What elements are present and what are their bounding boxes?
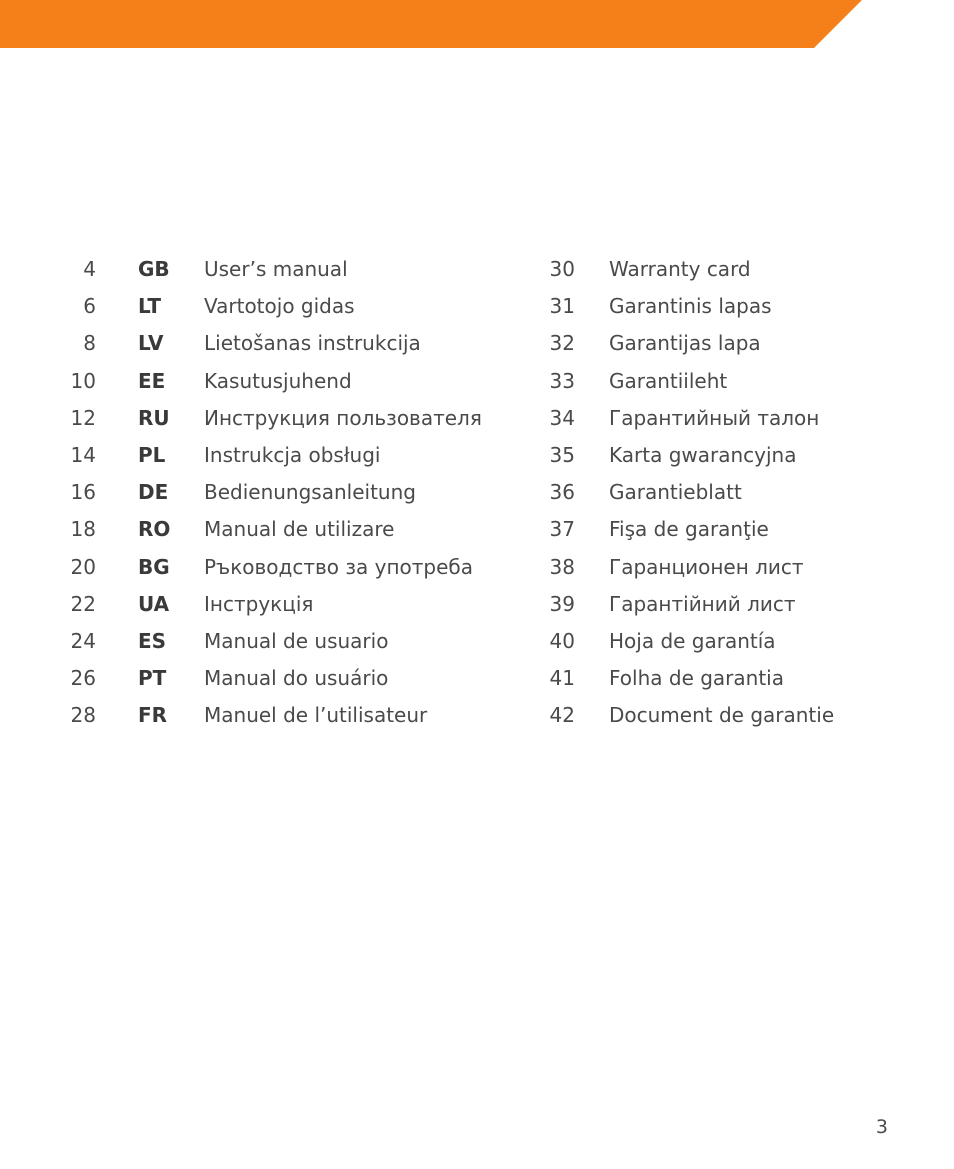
toc-language-code: RO <box>138 517 171 542</box>
toc-language-code: LT <box>138 294 162 319</box>
toc-page-number: 8 <box>83 331 96 356</box>
toc-title: Bedienungsanleitung <box>204 480 416 505</box>
toc-title: Инструкция пользователя <box>204 405 482 430</box>
toc-page-number: 28 <box>70 703 96 728</box>
toc-title: Manuel de l’utilisateur <box>204 703 428 728</box>
toc-title: Гаранционен лист <box>609 554 804 579</box>
toc-title: User’s manual <box>204 257 348 281</box>
toc-page-number: 26 <box>70 666 96 691</box>
toc-row-pl[interactable] <box>0 437 520 474</box>
toc-row-ru[interactable] <box>0 400 520 437</box>
toc-language-code: DE <box>138 480 169 505</box>
toc-row-bg[interactable] <box>0 549 520 586</box>
toc-title: Manual de usuario <box>204 628 389 653</box>
toc-page-number: 6 <box>83 294 96 319</box>
toc-title: Garantinis lapas <box>609 294 772 319</box>
toc-title: Manual de utilizare <box>204 517 395 542</box>
toc-language-code: LV <box>138 331 164 356</box>
toc-row-warranty-de[interactable] <box>530 474 954 511</box>
toc-title: Fişa de garanţie <box>609 517 769 542</box>
toc-title: Karta gwarancyjna <box>609 442 797 467</box>
toc-row-warranty-ro[interactable] <box>530 511 954 548</box>
toc-title: Lietošanas instrukcija <box>204 331 421 356</box>
toc-page-number: 33 <box>549 368 575 393</box>
toc-row-pt[interactable] <box>0 660 520 697</box>
toc-row-lv[interactable] <box>0 325 520 362</box>
toc-page-number: 14 <box>70 442 96 467</box>
toc-title: Warranty card <box>609 257 751 281</box>
toc-title: Hoja de garantía <box>609 628 776 653</box>
toc-page-number: 16 <box>70 480 96 505</box>
toc-row-warranty-gb[interactable] <box>530 251 954 288</box>
toc-title: Інструкція <box>204 591 314 616</box>
toc-page-number: 30 <box>549 257 575 281</box>
toc-title: Гарантийный талон <box>609 405 820 430</box>
toc-language-code: BG <box>138 554 170 579</box>
toc-row-warranty-pt[interactable] <box>530 660 954 697</box>
toc-row-ua[interactable] <box>0 586 520 623</box>
toc-language-code: PT <box>138 666 167 691</box>
toc-title: Instrukcja obsługi <box>204 442 381 467</box>
toc-language-code: RU <box>138 405 170 430</box>
toc-page-number: 22 <box>70 591 96 616</box>
toc-title: Document de garantie <box>609 703 835 728</box>
toc-language-code: EE <box>138 368 166 393</box>
toc-page-number: 31 <box>549 294 575 319</box>
toc-page-number: 36 <box>549 480 575 505</box>
toc-row-ro[interactable] <box>0 511 520 548</box>
toc-page-number: 38 <box>549 554 575 579</box>
toc-page-number: 40 <box>549 628 575 653</box>
toc-page-number: 10 <box>70 368 96 393</box>
toc-page-number: 24 <box>70 628 96 653</box>
toc-row-warranty-ua[interactable] <box>530 586 954 623</box>
page-number: 3 <box>875 1116 888 1138</box>
manuals-table-of-contents <box>0 251 520 734</box>
toc-title: Manual do usuário <box>204 666 389 691</box>
toc-page-number: 41 <box>549 666 575 691</box>
toc-row-gb[interactable] <box>0 251 520 288</box>
toc-page-number: 18 <box>70 517 96 542</box>
toc-title: Folha de garantia <box>609 666 784 691</box>
toc-page-number: 12 <box>70 405 96 430</box>
toc-row-fr[interactable] <box>0 697 520 734</box>
header-accent-shape <box>0 0 862 48</box>
header-accent-band <box>0 0 954 48</box>
toc-title: Ръководство за употреба <box>204 554 474 579</box>
toc-title: Гарантійний лист <box>609 591 796 616</box>
toc-row-ee[interactable] <box>0 363 520 400</box>
toc-title: Garantiileht <box>609 368 728 393</box>
warranty-table-of-contents <box>530 251 954 734</box>
toc-page-number: 37 <box>549 517 575 542</box>
toc-language-code: ES <box>138 628 167 653</box>
toc-title: Vartotojo gidas <box>204 294 355 319</box>
toc-title: Garantieblatt <box>609 480 742 505</box>
toc-row-es[interactable] <box>0 623 520 660</box>
toc-page-number: 20 <box>70 554 96 579</box>
toc-page-number: 34 <box>549 405 575 430</box>
toc-page-number: 4 <box>83 257 96 281</box>
toc-row-warranty-lv[interactable] <box>530 325 954 362</box>
toc-title: Kasutusjuhend <box>204 368 352 393</box>
toc-row-lt[interactable] <box>0 288 520 325</box>
toc-language-code: PL <box>138 442 166 467</box>
toc-row-warranty-pl[interactable] <box>530 437 954 474</box>
toc-row-warranty-bg[interactable] <box>530 549 954 586</box>
toc-language-code: FR <box>138 703 168 728</box>
toc-row-warranty-es[interactable] <box>530 623 954 660</box>
toc-row-warranty-fr[interactable] <box>530 697 954 734</box>
toc-language-code: GB <box>138 257 170 281</box>
toc-page-number: 35 <box>549 442 575 467</box>
toc-page-number: 32 <box>549 331 575 356</box>
toc-title: Garantijas lapa <box>609 331 761 356</box>
toc-page-number: 42 <box>549 703 575 728</box>
toc-row-warranty-lt[interactable] <box>530 288 954 325</box>
toc-row-de[interactable] <box>0 474 520 511</box>
toc-row-warranty-ru[interactable] <box>530 400 954 437</box>
toc-page-number: 39 <box>549 591 575 616</box>
toc-language-code: UA <box>138 591 170 616</box>
toc-row-warranty-ee[interactable] <box>530 363 954 400</box>
